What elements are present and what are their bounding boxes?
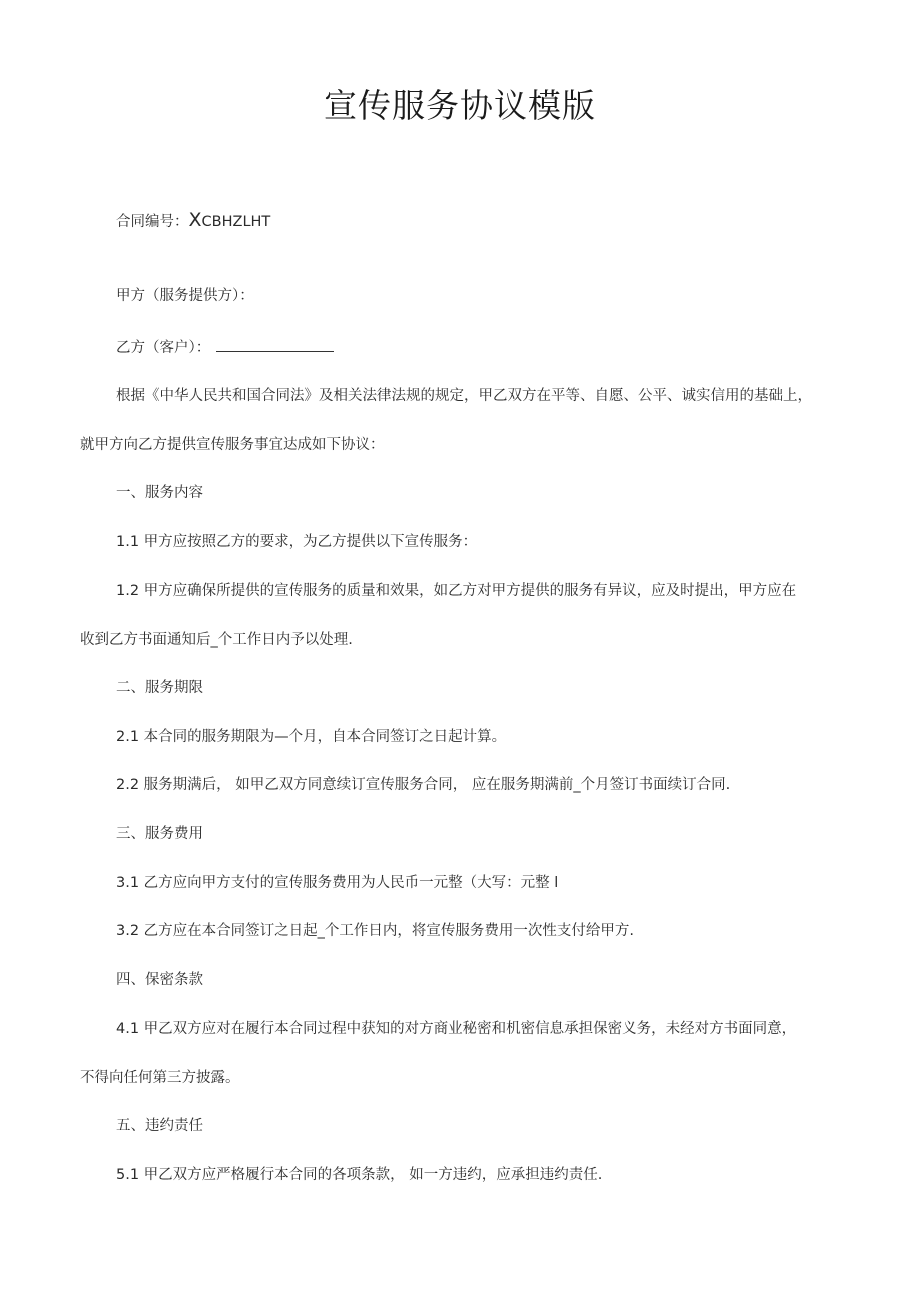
document-title: 宣传服务协议模版 xyxy=(324,86,596,125)
party-b-line xyxy=(116,337,334,359)
contract-number-prefix: X xyxy=(188,209,202,231)
clause-2-1: 2.1 本合同的服务期限为—个月，自本合同签订之日起计算。 xyxy=(116,729,507,745)
clause-1-2-line-1: 1.2 甲方应确保所提供的宣传服务的质量和效果，如乙方对甲方提供的服务有异议，应及时提出，甲方应在 xyxy=(116,583,797,599)
section-3-heading: 三、服务费用 xyxy=(116,826,203,842)
party-a-line: 甲方（服务提供方）： xyxy=(116,288,254,304)
clause-1-1: 1.1 甲方应按照乙方的要求，为乙方提供以下宣传服务： xyxy=(116,534,478,550)
section-1-heading: 一、服务内容 xyxy=(116,485,203,501)
clause-5-1: 5.1 甲乙双方应严格履行本合同的各项条款， 如一方违约，应承担违约责任. xyxy=(116,1167,603,1183)
section-5-heading: 五、违约责任 xyxy=(116,1118,203,1134)
party-b-label: 乙方（客户）： xyxy=(116,340,211,356)
clause-2-2: 2.2 服务期满后， 如甲乙双方同意续订宣传服务合同， 应在服务期满前_个月签订书面续订合同. xyxy=(116,777,731,793)
party-b-blank xyxy=(216,337,334,352)
clause-3-2: 3.2 乙方应在本合同签订之日起_个工作日内，将宣传服务费用一次性支付给甲方. xyxy=(116,923,635,939)
clause-4-1-line-1: 4.1 甲乙双方应对在履行本合同过程中获知的对方商业秘密和机密信息承担保密义务，未经对方书面同意， xyxy=(116,1021,797,1037)
contract-number-label: 合同编号： xyxy=(116,214,189,230)
clause-4-1-line-2: 不得向任何第三方披露。 xyxy=(80,1070,240,1086)
section-2-heading: 二、服务期限 xyxy=(116,680,203,696)
contract-number xyxy=(116,209,270,233)
section-4-heading: 四、保密条款 xyxy=(116,972,203,988)
clause-1-2-line-2: 收到乙方书面通知后_个工作日内予以处理. xyxy=(80,632,353,648)
contract-number-value: CBHZLHT xyxy=(201,214,271,230)
intro-line-1: 根据《中华人民共和国合同法》及相关法律法规的规定，甲乙双方在平等、自愿、公平、诚实信用的基础上， xyxy=(116,388,812,404)
intro-line-2: 就甲方向乙方提供宣传服务事宜达成如下协议： xyxy=(80,437,385,453)
clause-3-1: 3.1 乙方应向甲方支付的宣传服务费用为人民币一元整（大写：元整 l xyxy=(116,875,559,891)
